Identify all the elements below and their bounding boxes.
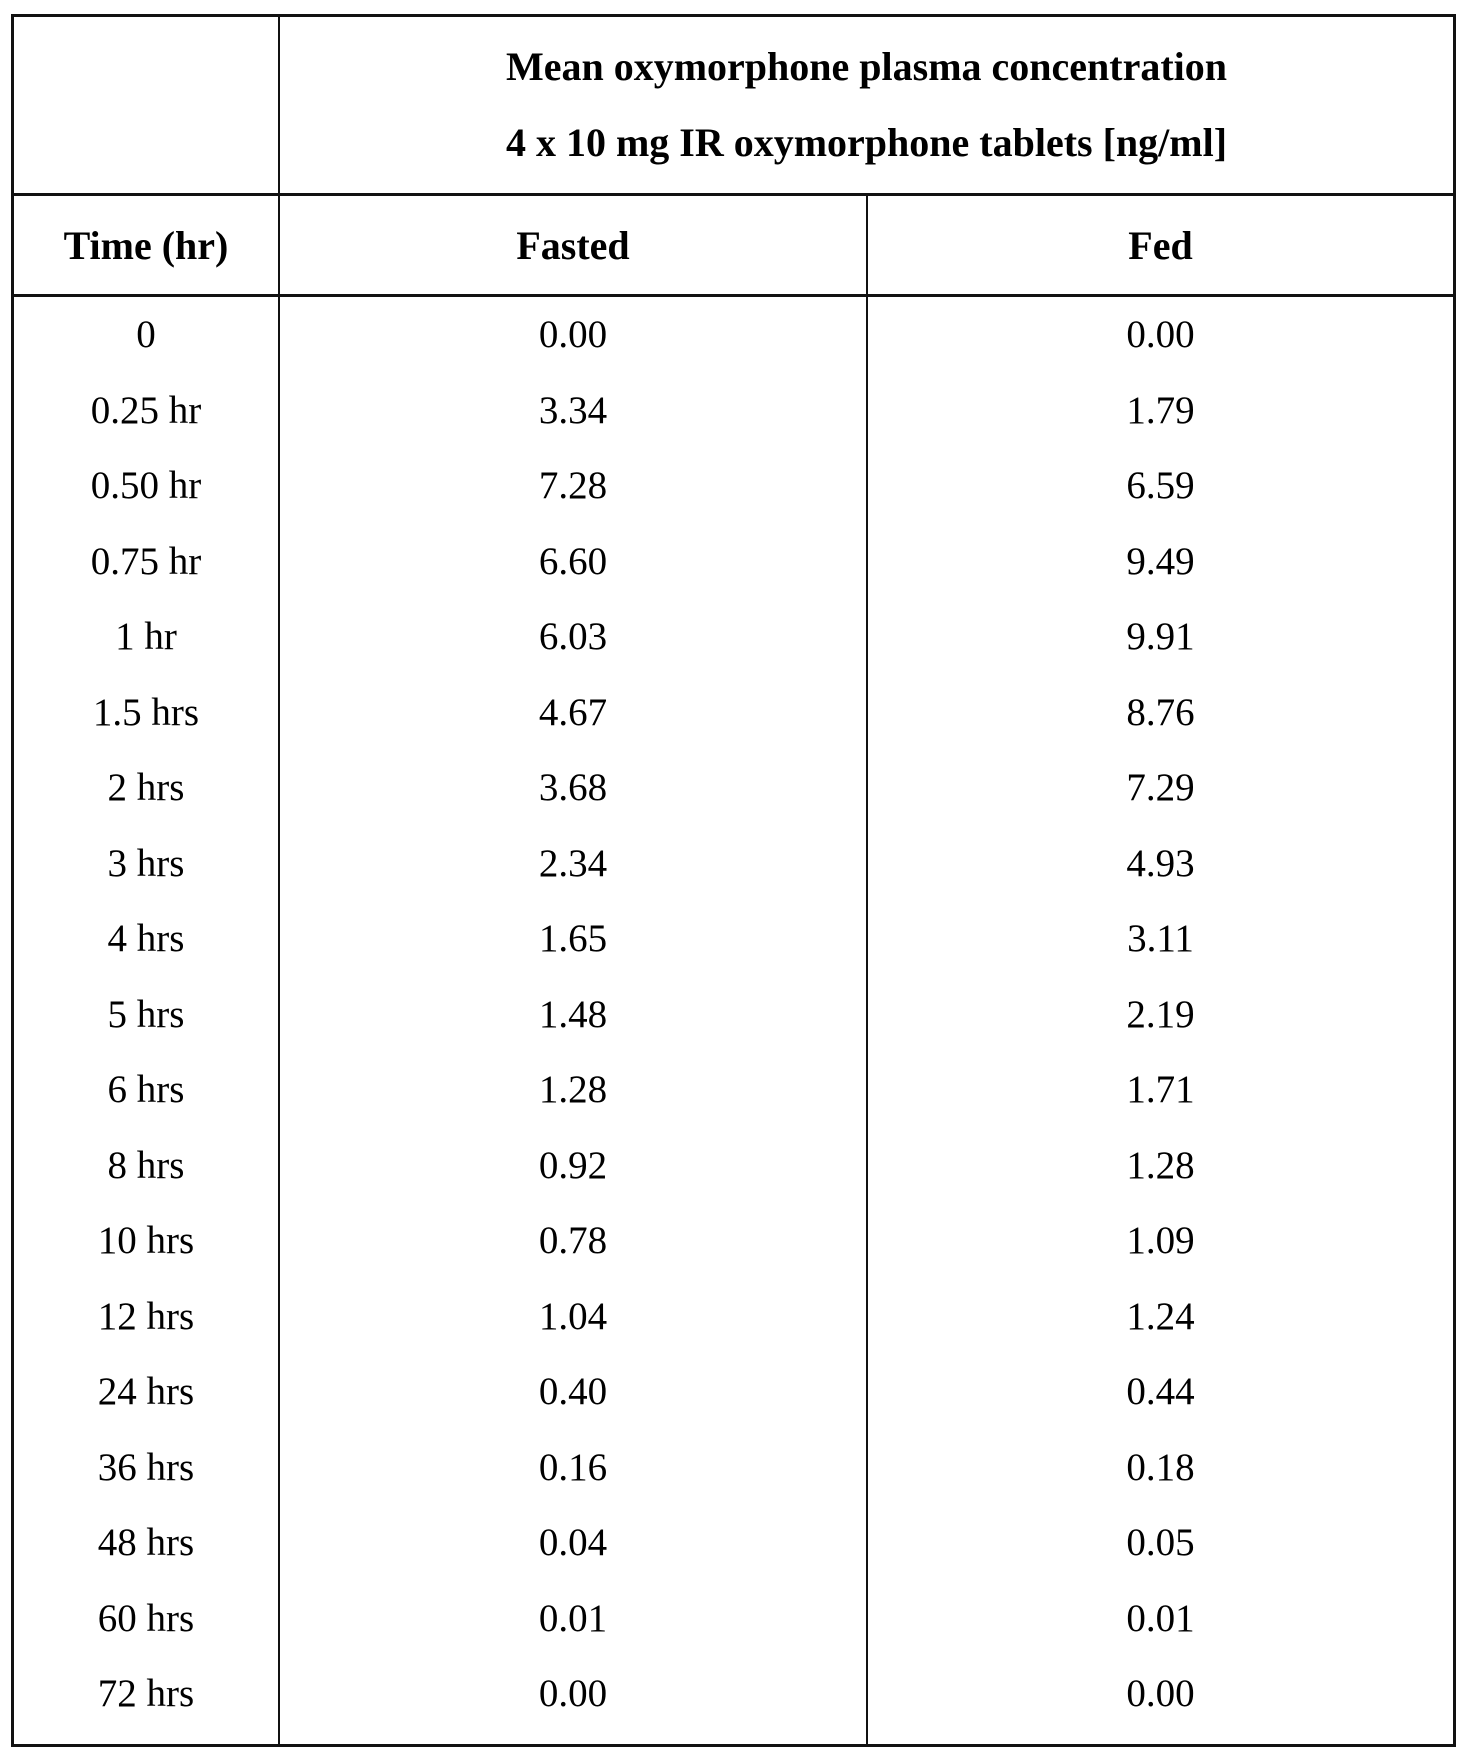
table-body xyxy=(14,297,1453,1732)
time-cell: 6 hrs xyxy=(107,1068,185,1112)
fasted-cell: 1.28 xyxy=(538,1068,608,1112)
fasted-cell: 6.03 xyxy=(538,615,608,659)
time-cell: 0.25 hr xyxy=(90,388,202,432)
fasted-cell: 0.01 xyxy=(538,1596,608,1640)
time-cell: 4 hrs xyxy=(107,917,185,961)
concentration-table xyxy=(11,14,1456,1747)
table-row xyxy=(14,448,1453,524)
table-row xyxy=(14,901,1453,977)
table-row xyxy=(14,1656,1453,1732)
table-row xyxy=(14,1430,1453,1506)
fed-cell: 0.00 xyxy=(1126,313,1195,357)
fed-cell: 0.18 xyxy=(1126,1445,1195,1489)
table-row xyxy=(14,675,1453,751)
fed-cell: 0.00 xyxy=(1126,1672,1195,1716)
table-row xyxy=(14,1203,1453,1279)
time-cell: 24 hrs xyxy=(97,1370,195,1414)
time-cell: 0 xyxy=(136,313,156,357)
time-cell: 60 hrs xyxy=(97,1596,195,1640)
fasted-cell: 7.28 xyxy=(538,464,608,508)
time-cell: 12 hrs xyxy=(97,1294,195,1338)
fasted-cell: 1.04 xyxy=(538,1294,608,1338)
table-row xyxy=(14,297,1453,373)
table-row xyxy=(14,977,1453,1053)
fasted-cell: 0.92 xyxy=(538,1143,608,1187)
fed-cell: 2.19 xyxy=(1126,992,1195,1036)
time-cell: 10 hrs xyxy=(97,1219,195,1263)
table-row xyxy=(14,599,1453,675)
table-row xyxy=(14,1354,1453,1430)
table-title xyxy=(280,17,1453,193)
table-row xyxy=(14,1128,1453,1204)
column-header-fasted: Fasted xyxy=(516,222,630,268)
fed-cell: 1.24 xyxy=(1126,1294,1195,1338)
table-row xyxy=(14,1279,1453,1355)
fed-cell: 9.91 xyxy=(1126,615,1195,659)
time-cell: 0.50 hr xyxy=(90,464,202,508)
fed-cell: 1.09 xyxy=(1126,1219,1195,1263)
time-cell: 72 hrs xyxy=(97,1672,195,1716)
fasted-cell: 0.16 xyxy=(538,1445,608,1489)
fasted-cell: 0.40 xyxy=(538,1370,608,1414)
fed-cell: 1.28 xyxy=(1126,1143,1195,1187)
table-row xyxy=(14,1052,1453,1128)
fed-cell: 0.01 xyxy=(1126,1596,1195,1640)
fasted-cell: 0.00 xyxy=(538,313,608,357)
table-title-line-1: Mean oxymorphone plasma concentration xyxy=(505,44,1228,89)
time-cell: 1 hr xyxy=(115,615,177,659)
time-cell: 48 hrs xyxy=(97,1521,195,1565)
fasted-cell: 1.48 xyxy=(538,992,608,1036)
fed-cell: 1.79 xyxy=(1126,388,1195,432)
fasted-cell: 0.78 xyxy=(538,1219,608,1263)
time-cell: 36 hrs xyxy=(97,1445,195,1489)
fasted-cell: 2.34 xyxy=(538,841,608,885)
table-row xyxy=(14,524,1453,600)
fed-cell: 9.49 xyxy=(1126,539,1195,583)
fasted-cell: 0.04 xyxy=(538,1521,608,1565)
table-row xyxy=(14,373,1453,449)
fed-cell: 0.44 xyxy=(1126,1370,1195,1414)
fasted-cell: 3.68 xyxy=(538,766,608,810)
fed-cell: 8.76 xyxy=(1126,690,1195,734)
fed-cell: 4.93 xyxy=(1126,841,1195,885)
time-cell: 2 hrs xyxy=(107,766,185,810)
fed-cell: 1.71 xyxy=(1126,1068,1195,1112)
fasted-cell: 1.65 xyxy=(538,917,608,961)
fasted-cell: 3.34 xyxy=(538,388,608,432)
time-cell: 8 hrs xyxy=(107,1143,185,1187)
time-cell: 5 hrs xyxy=(107,992,185,1036)
column-header-time: Time (hr) xyxy=(63,222,229,268)
fed-cell: 7.29 xyxy=(1126,766,1195,810)
table-row xyxy=(14,1505,1453,1581)
column-header-fed: Fed xyxy=(1128,222,1193,268)
table-row xyxy=(14,1581,1453,1657)
fed-cell: 6.59 xyxy=(1126,464,1195,508)
fed-cell: 0.05 xyxy=(1126,1521,1195,1565)
fasted-cell: 4.67 xyxy=(538,690,608,734)
table-row xyxy=(14,826,1453,902)
fasted-cell: 0.00 xyxy=(538,1672,608,1716)
table-row xyxy=(14,750,1453,826)
table-title-line-2: 4 x 10 mg IR oxymorphone tablets [ng/ml] xyxy=(505,120,1228,165)
fed-cell: 3.11 xyxy=(1127,917,1194,961)
time-cell: 0.75 hr xyxy=(90,539,202,583)
fasted-cell: 6.60 xyxy=(538,539,608,583)
time-cell: 3 hrs xyxy=(107,841,185,885)
time-cell: 1.5 hrs xyxy=(92,690,200,734)
